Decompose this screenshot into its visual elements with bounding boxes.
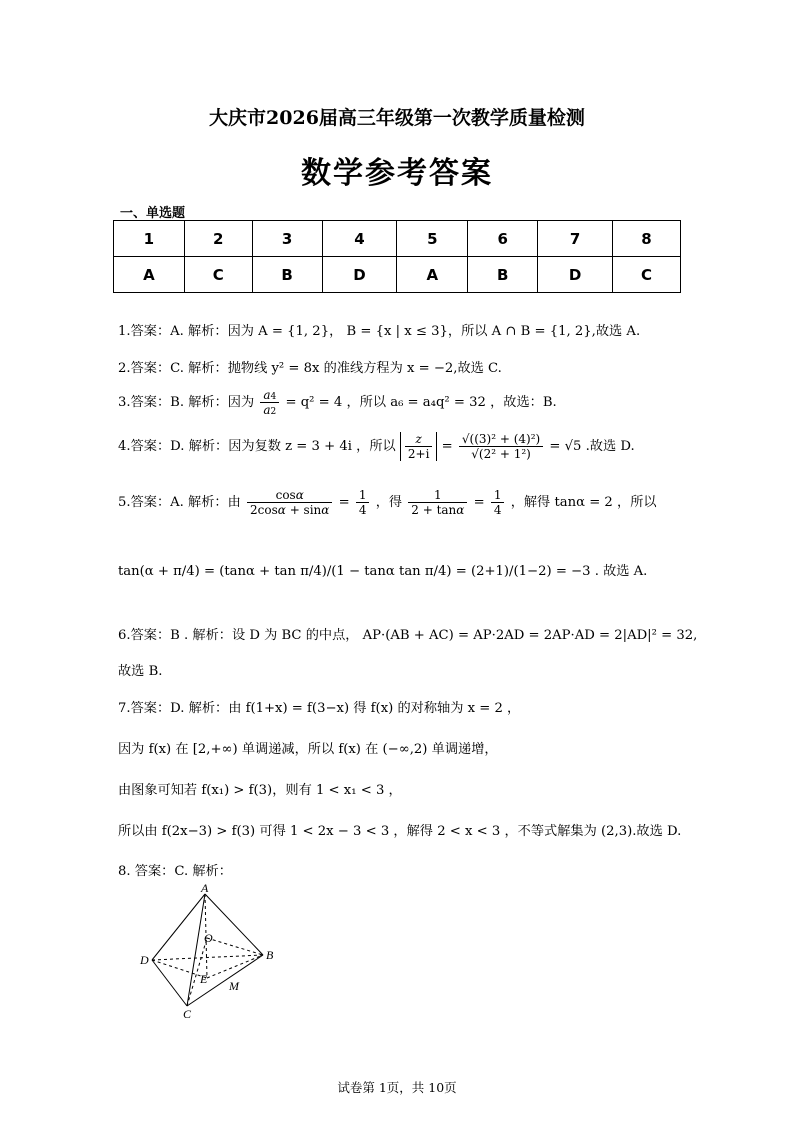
solution-5: 5.答案：A. 解析：由 $\frac{\cos\alpha}{2\cos\alpha + \sin\alpha}$ = $\frac{1}{4}$ ，得 $\frac{1}{2 + \tan\alpha}$ = $\frac{1}{4}$ ，解得 tanα = 2 ，所以 (118, 488, 657, 517)
question-number: 8 (613, 221, 681, 257)
solution-3 (118, 388, 557, 417)
fraction-a4-over-a2: $\frac{a4}{a2}$ (260, 388, 279, 417)
solution-5-text-c: ，解得 tanα = 2 ，所以 (510, 495, 657, 510)
fraction-tan: $\frac{1}{2 + \tan\alpha}$ (408, 488, 467, 517)
section-heading: 一、单选题 (120, 206, 186, 221)
solution-2: 2.答案：C. 解析：抛物线 y² = 8x 的准线方程为 x = −2,故选 C. (118, 361, 502, 376)
tetrahedron-figure (130, 882, 290, 1022)
question-number: 1 (114, 221, 185, 257)
answer-letter: C (613, 257, 681, 293)
question-number: 5 (397, 221, 468, 257)
answer-letter: B (468, 257, 538, 293)
answer-letter: A (397, 257, 468, 293)
solution-3-text-a: 3.答案：B. 解析：因为 (118, 395, 255, 410)
question-number: 7 (538, 221, 613, 257)
question-number: 2 (184, 221, 252, 257)
vertex-label: C (183, 1007, 192, 1021)
vertex-label: B (266, 948, 274, 962)
question-number: 6 (468, 221, 538, 257)
solution-7-line-2: 因为 f(x) 在 [2,+∞) 单调递减，所以 f(x) 在 (−∞,2) 单调递增， (118, 742, 498, 757)
solution-7-line-4: 所以由 f(2x−3) > f(3) 可得 1 < 2x − 3 < 3 ，解得 2 < x < 3 ，不等式解集为 (2,3).故选 D. (118, 824, 682, 839)
page-footer: 试卷第 1页，共 10页 (337, 1080, 457, 1095)
solution-8: 8. 答案：C. 解析： (118, 864, 232, 879)
answer-title: 数学参考答案 (301, 156, 493, 191)
solution-3-text-b: = q² = 4 ，所以 a₆ = a₄q² = 32 ，故选：B. (285, 395, 557, 410)
exam-title: 大庆市2026届高三年级第一次教学质量检测 (209, 107, 585, 129)
answer-letter: A (114, 257, 185, 293)
fraction-quarter-2: $\frac{1}{4}$ (491, 488, 505, 517)
solution-6-line-2: 故选 B. (118, 664, 163, 679)
solution-5-text-b: ，得 (375, 495, 403, 510)
solution-4: 4.答案：D. 解析：因为复数 z = 3 + 4i ，所以 $\frac{z}{2+i}$ = $\frac{\text{√((3)² + (4)²)}}{\text{√(2² + 1²)}}$ = √5 .故选 D. (118, 432, 635, 461)
answer-letter: D (538, 257, 613, 293)
solution-7: 7.答案：D. 解析：由 f(1+x) = f(3−x) 得 f(x) 的对称轴为 x = 2 ， (118, 701, 521, 716)
solution-5-line-2: tan(α + π/4) = (tanα + tan π/4)/(1 − tanα tan π/4) = (2+1)/(1−2) = −3 . 故选 A. (118, 564, 648, 579)
question-number: 4 (322, 221, 397, 257)
answer-table (113, 220, 681, 293)
vertex-label: M (229, 979, 239, 993)
vertex-label: A (201, 882, 209, 895)
fraction-quarter: $\frac{1}{4}$ (356, 488, 370, 517)
solution-5-text-a: 5.答案：A. 解析：由 (118, 495, 241, 510)
solution-4-text-a: 4.答案：D. 解析：因为复数 z = 3 + 4i ，所以 (118, 439, 396, 454)
answer-row (114, 257, 681, 293)
modulus-fraction: $\frac{\text{√((3)² + (4)²)}}{\text{√(2² + 1²)}}$ (459, 432, 543, 461)
answer-letter: B (252, 257, 322, 293)
solution-6: 6.答案：B . 解析：设 D 为 BC 的中点， AP·(AB + AC) = AP·2AD = 2AP·AD = 2|AD|² = 32, (118, 628, 698, 643)
answer-letter: C (184, 257, 252, 293)
solution-7-line-3: 由图象可知若 f(x₁) > f(3)，则有 1 < x₁ < 3 ， (118, 783, 402, 798)
vertex-label: D (140, 953, 149, 967)
answer-letter: D (322, 257, 397, 293)
fraction-cos: $\frac{\cos\alpha}{2\cos\alpha + \sin\alpha}$ (247, 488, 332, 517)
solution-4-text-b: = √5 .故选 D. (549, 439, 635, 454)
question-number-row (114, 221, 681, 257)
modulus-expression: $\frac{z}{2+i}$ (400, 432, 438, 461)
question-number: 3 (252, 221, 322, 257)
vertex-label: E (200, 972, 208, 986)
solution-1: 1.答案：A. 解析：因为 A = {1, 2}， B = {x | x ≤ 3}，所以 A ∩ B = {1, 2},故选 A. (118, 324, 641, 339)
vertex-label: O (204, 931, 213, 945)
